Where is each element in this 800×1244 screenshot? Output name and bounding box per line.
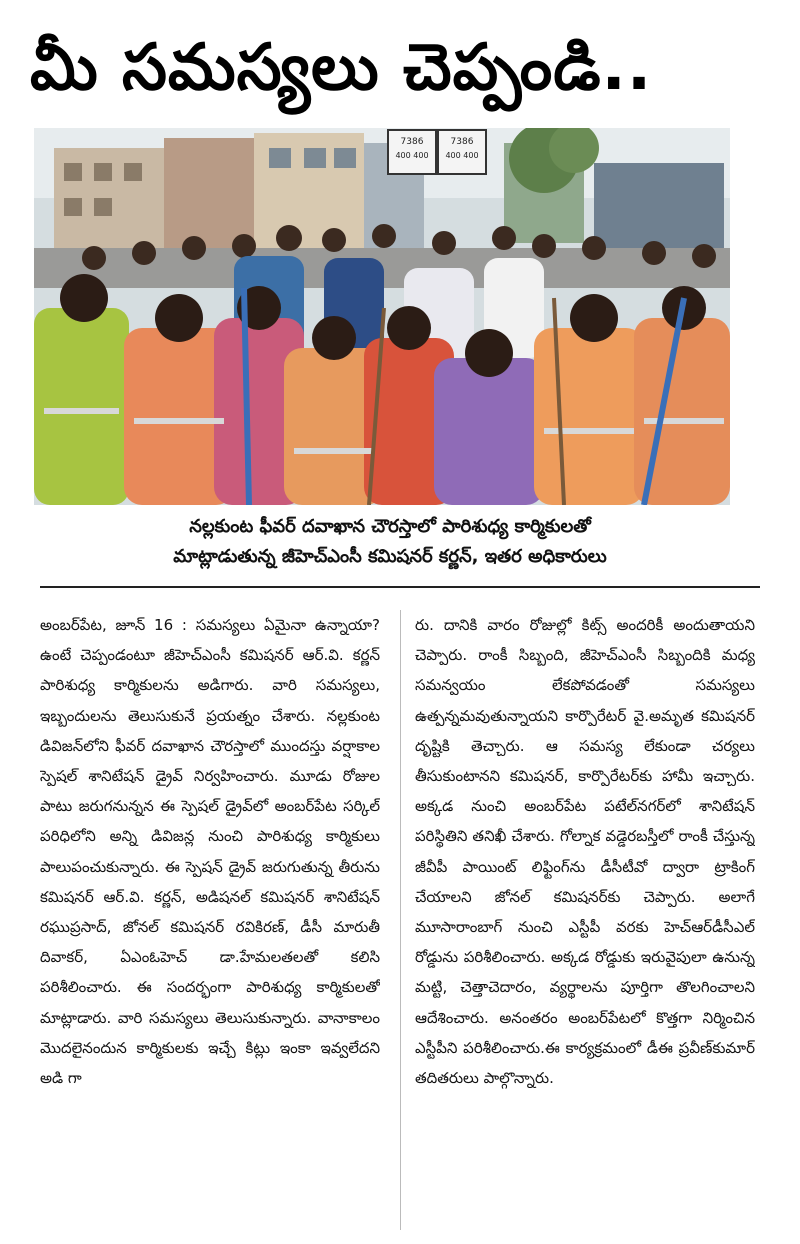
article-column-right — [415, 610, 755, 1093]
article-headline: మీ సమస్యలు చెప్పండి.. — [30, 31, 653, 105]
billboard-text-2: 400 400 — [395, 151, 429, 160]
article-body-left: అంబర్‌పేట, జూన్ 16 : సమస్యలు ఏమైనా ఉన్నాయా? ఉంటే చెప్పండంటూ జీహెచ్ఎంసీ కమిషనర్ ఆర్.వి. కర్ణన్ పారిశుధ్య కార్మికులను అడిగారు. వారి సమస్యలు, ఇబ్బందులను తెలుసుకునే ప్రయత్నం చేశారు. నల్లకుంట డివిజన్‌లోని ఫీవర్ దవాఖాన చౌరస్తాలో ముందస్తు వర్షాకాల స్పెషల్ శానిటేషన్ డ్రైవ్ నిర్వహించారు. మూడు రోజుల పాటు జరుగనున్నన ఈ స్పెషల్ డ్రైవ్‌లో అంబర్‌పేట సర్కిల్ పరిధిలోని అన్ని డివిజన్ల నుంచి పారిశుధ్య కార్మికులు పాలుపంచుకున్నారు. ఈ స్పెషన్ డ్రైవ్ జరుగుతున్న తీరును కమిషనర్ ఆర్.వి. కర్ణన్, అడిషనల్ కమిషనర్ శానిటేషన్ రఘుప్రసాద్, జోనల్ కమిషనర్ రవికిరణ్, డీసీ మారుతీ దివాకర్, ఏఎంఓహెచ్ డా.హేమలతలతో కలిసి పరిశీలించారు. ఈ సందర్భంగా పారిశుధ్య కార్మికులతో మాట్లాడారు. వారి సమస్యలు తెలుసుకున్నారు. వానాకాలం మొదలైనందున కార్మికులకు ఇచ్చే కిట్లు ఇంకా ఇవ్వలేదని అడి గా — [40, 616, 380, 1088]
billboard-text-4: 400 400 — [445, 151, 479, 160]
news-photo — [34, 128, 730, 505]
caption-line-1: నల్లకుంట ఫీవర్ దవాఖాన చౌరస్తాలో పారిశుధ్య కార్మికులతో — [189, 516, 591, 537]
photo-caption — [60, 512, 720, 572]
article-body-right: రు. దానికి వారం రోజుల్లో కిట్స్ అందరికీ అందుతాయని చెప్పారు. రాంకీ సిబ్బంది, జీహెచ్ఎంసీ సిబ్బందికి మధ్య సమన్వయం లేకపోవడంతో సమస్యలు ఉత్పన్నమవుతున్నాయని కార్పొరేటర్ వై.అమృత కమిషనర్ దృష్టికి తెచ్చారు. ఆ సమస్య లేకుండా చర్యలు తీసుకుంటానని కమిషనర్, కార్పొరేటర్‌కు హామీ ఇచ్చారు. అక్కడ నుంచి అంబర్‌పేట పటేల్‌నగర్‌లో శానిటేషన్ పరిస్థితిని తనిఖీ చేశారు. గోల్నాక వడ్డెరబస్తీలో రాంకీ చేస్తున్న జీవీపీ పాయింట్ లిఫ్టింగ్‌ను డీసీటీవో ద్వారా ట్రాకింగ్ చేయాలని జోనల్ కమిషనర్‌కు చెప్పారు. అలాగే మూసారాంబాగ్ నుంచి ఎస్టీపీ వరకు హెచ్ఆర్‌డీసీఎల్ రోడ్డును పరిశీలించారు. అక్కడ రోడ్డుకు ఇరువైపులా ఉనున్న మట్టి, చెత్తాచెదారం, వ్యర్థాలను పూర్తిగా తొలగించాలని ఆదేశించారు. అనంతరం అంబర్‌పేటలో కొత్తగా నిర్మించిన ఎస్టీపీని పరిశీలించారు.ఈ కార్యక్రమంలో డీఈ ప్రవీణ్‌కుమార్ తదితరులు పాల్గొన్నారు. — [415, 616, 755, 1088]
caption-line-2: మాట్లాడుతున్న జీహెచ్ఎంసీ కమిషనర్ కర్ణన్, ఇతర అధికారులు — [173, 546, 607, 567]
billboard-text-3: 7386 — [450, 137, 474, 147]
sanitation-workers-photo — [34, 128, 730, 505]
caption-divider — [40, 586, 760, 588]
billboard-text-1: 7386 — [400, 137, 424, 147]
article-column-left — [40, 610, 380, 1093]
column-divider — [400, 610, 401, 1230]
